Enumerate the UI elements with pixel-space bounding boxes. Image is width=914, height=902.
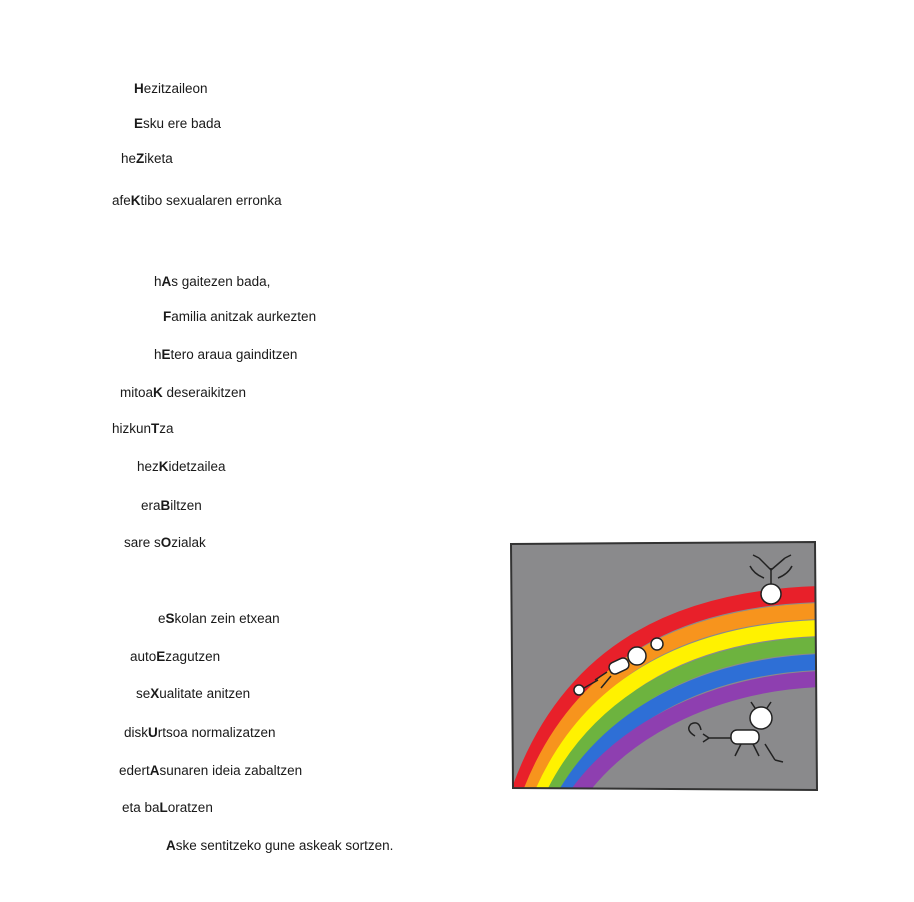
poem-line: edertAsunaren ideia zabaltzen (119, 763, 303, 778)
poem-line: diskUrtsoa normalizatzen (124, 725, 276, 740)
poem-line: Aske sentitzeko gune askeak sortzen. (166, 838, 394, 853)
poem-line: hizkunTza (112, 421, 174, 436)
acrostic-letter: T (151, 421, 160, 436)
acrostic-letter: A (161, 274, 172, 289)
acrostic-letter: E (134, 116, 144, 131)
poem-line: Esku ere bada (134, 116, 222, 131)
acrostic-letter: B (160, 498, 171, 513)
poem-line: hEtero araua gainditzen (154, 347, 298, 362)
acrostic-letter: S (165, 611, 175, 626)
acrostic-letter: A (166, 838, 176, 853)
poem-line: Hezitzaileon (134, 81, 208, 96)
acrostic-letter: E (161, 347, 171, 362)
poem-line: autoEzagutzen (130, 649, 221, 664)
acrostic-letter: O (160, 535, 172, 550)
rainbow-illustration (509, 540, 818, 792)
acrostic-letter: F (163, 309, 172, 324)
poem-line: mitoaK deseraikitzen (120, 385, 247, 400)
poem-line: heZiketa (121, 151, 173, 166)
acrostic-letter: K (130, 193, 141, 208)
poem-line: afeKtibo sexualaren erronka (112, 193, 282, 208)
acrostic-letter: Z (136, 151, 145, 166)
acrostic-letter: X (150, 686, 160, 701)
acrostic-letter: L (159, 800, 168, 815)
poem-line: eSkolan zein etxean (158, 611, 280, 626)
acrostic-letter: K (153, 385, 163, 400)
poem-line: seXualitate anitzen (136, 686, 251, 701)
acrostic-letter: K (158, 459, 169, 474)
poem-line: sare sOzialak (124, 535, 206, 550)
acrostic-letter: A (149, 763, 160, 778)
poem-line: hAs gaitezen bada, (154, 274, 271, 289)
poem-line: eta baLoratzen (122, 800, 213, 815)
acrostic-letter: E (156, 649, 166, 664)
poem-line: Familia anitzak aurkezten (163, 309, 317, 324)
poem-line: hezKidetzailea (137, 459, 226, 474)
poem-line: eraBiltzen (141, 498, 202, 513)
acrostic-letter: H (134, 81, 144, 96)
acrostic-letter: U (148, 725, 158, 740)
